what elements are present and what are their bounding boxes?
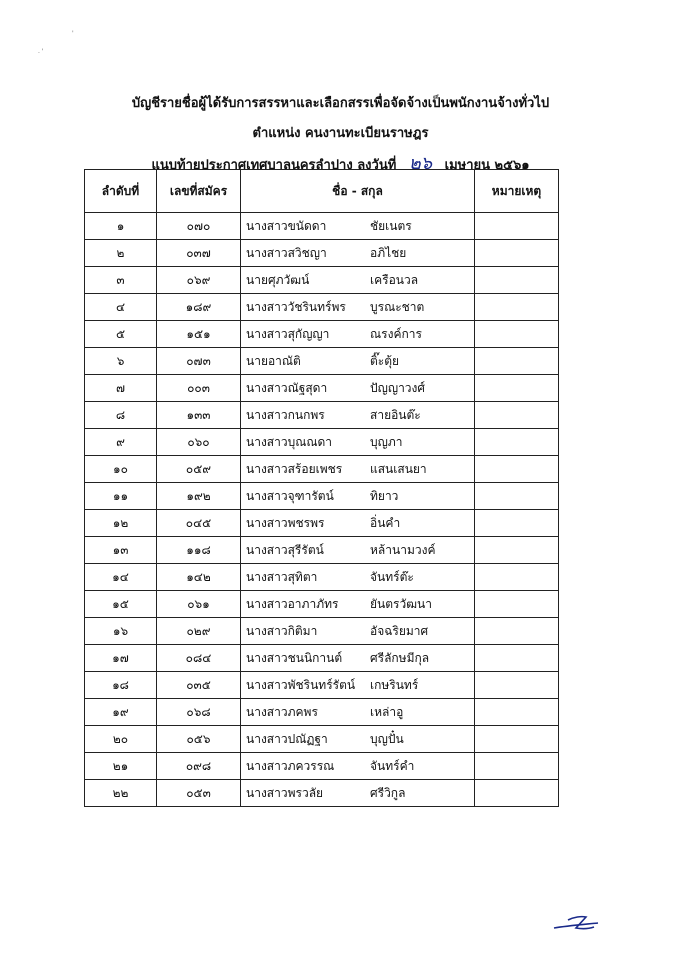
table-body [85,213,559,807]
last-name: บุญภา [370,434,403,449]
first-name: นางสาวปณัฏฐา [246,731,328,746]
first-name: นางสาวชนนิกานต์ [246,650,343,665]
cell-seq: ๒๐ [85,726,157,753]
cell-seq: ๙ [85,429,157,456]
cell-seq: ๑๘ [85,672,157,699]
cell-remark [475,456,559,483]
cell-name [241,618,475,645]
first-name: นางสาวภควรรณ [246,758,335,773]
cell-name [241,591,475,618]
cell-name [241,537,475,564]
first-name: นางสาวขนัดดา [246,218,327,233]
table-row [85,213,559,240]
first-name: นางสาวบุณณดา [246,434,333,449]
cell-name [241,726,475,753]
cell-remark [475,240,559,267]
first-name: นางสาววัชรินทร์พร [246,299,346,314]
table-row [85,348,559,375]
cell-seq: ๑๗ [85,645,157,672]
first-name: นางสาวจุฑารัตน์ [246,488,334,503]
cell-seq: ๘ [85,402,157,429]
cell-remark [475,294,559,321]
candidate-table [84,169,559,807]
last-name: ศรีวิกูล [370,785,406,800]
header-application-no: เลขที่สมัคร [157,170,241,213]
cell-seq: ๕ [85,321,157,348]
cell-name [241,510,475,537]
cell-application-no: ๐๕๙ [157,456,241,483]
last-name: บุญปั๋น [370,731,404,746]
cell-remark [475,618,559,645]
annex-prefix: แนบท้ายประกาศเทศบาลนครลำปาง ลงวันที่ [151,158,397,173]
cell-application-no: ๑๙๒ [157,483,241,510]
first-name: นางสาวพัชรินทร์รัตน์ [246,677,356,692]
first-name: นางสาวสวิชญา [246,245,327,260]
scan-speck: ' [72,30,74,37]
last-name: เครือนวล [370,272,419,287]
last-name: อิ่นคำ [370,515,401,530]
last-name: เกษรินทร์ [370,677,419,692]
cell-remark [475,699,559,726]
cell-name [241,672,475,699]
table-row [85,456,559,483]
signature-mark-icon [548,908,608,938]
first-name: นางสาวกนกพร [246,407,325,422]
table-row [85,321,559,348]
last-name: บูรณะชาต [370,299,425,314]
table-row [85,726,559,753]
table-row [85,294,559,321]
cell-seq: ๒๑ [85,753,157,780]
table-row [85,510,559,537]
header-name: ชื่อ - สกุล [241,170,475,213]
cell-remark [475,402,559,429]
first-name: นางสาวพชรพร [246,515,325,530]
table-row [85,672,559,699]
cell-remark [475,267,559,294]
cell-remark [475,564,559,591]
cell-seq: ๑๔ [85,564,157,591]
cell-application-no: ๐๖๑ [157,591,241,618]
cell-application-no: ๐๓๕ [157,672,241,699]
cell-seq: ๒ [85,240,157,267]
cell-name [241,456,475,483]
cell-name [241,294,475,321]
last-name: หล้านามวงค์ [370,542,436,557]
table-row [85,240,559,267]
cell-application-no: ๑๔๒ [157,564,241,591]
cell-application-no: ๐๔๕ [157,510,241,537]
cell-application-no: ๑๓๓ [157,402,241,429]
cell-application-no: ๐๐๓ [157,375,241,402]
cell-application-no: ๐๓๗ [157,240,241,267]
scan-speck: . ' [38,48,44,55]
table-row [85,645,559,672]
table-row [85,375,559,402]
last-name: ณรงค์การ [370,326,422,341]
table-row [85,618,559,645]
cell-remark [475,348,559,375]
cell-name [241,213,475,240]
position-title: ตำแหน่ง คนงานทะเบียนราษฎร [252,126,429,141]
cell-application-no: ๐๘๔ [157,645,241,672]
table-row [85,267,559,294]
first-name: นางสาวสร้อยเพชร [246,461,343,476]
cell-seq: ๑ [85,213,157,240]
cell-remark [475,510,559,537]
last-name: อัจฉริยมาศ [370,623,429,638]
cell-application-no: ๑๘๙ [157,294,241,321]
cell-seq: ๑๒ [85,510,157,537]
first-name: นางสาวภคพร [246,704,318,719]
cell-seq: ๔ [85,294,157,321]
cell-seq: ๒๒ [85,780,157,807]
cell-name [241,483,475,510]
table-row [85,699,559,726]
first-name: นางสาวอาภาภัทร [246,596,339,611]
cell-application-no: ๐๕๓ [157,780,241,807]
cell-name [241,699,475,726]
cell-seq: ๑๐ [85,456,157,483]
last-name: ศรีลักษมีกุล [370,650,430,665]
cell-application-no: ๐๒๙ [157,618,241,645]
cell-seq: ๑๕ [85,591,157,618]
cell-name [241,564,475,591]
table-row [85,564,559,591]
first-name: นายศุภวัฒน์ [246,272,310,287]
annex-day-handwritten: ๒๖ [408,153,433,174]
table-header-row [85,170,559,213]
cell-name [241,753,475,780]
cell-name [241,429,475,456]
cell-application-no: ๐๗๓ [157,348,241,375]
cell-application-no: ๐๖๐ [157,429,241,456]
document-title: บัญชีรายชื่อผู้ได้รับการสรรหาและเลือกสรรเพื่อจัดจ้างเป็นพนักงานจ้างทั่วไป [131,96,550,111]
last-name: สายอินต๊ะ [370,407,421,422]
cell-remark [475,429,559,456]
annex-month-year: เมษายน ๒๕๖๑ [444,158,530,173]
cell-name [241,348,475,375]
cell-seq: ๑๑ [85,483,157,510]
cell-name [241,375,475,402]
cell-remark [475,726,559,753]
first-name: นางสาวสุทิตา [246,569,318,584]
cell-remark [475,537,559,564]
table-row [85,537,559,564]
cell-seq: ๓ [85,267,157,294]
cell-remark [475,753,559,780]
first-name: นายอาณัติ [246,353,301,368]
table-row [85,429,559,456]
cell-remark [475,780,559,807]
cell-application-no: ๐๕๖ [157,726,241,753]
cell-name [241,267,475,294]
table-row [85,591,559,618]
header-seq: ลำดับที่ [85,170,157,213]
table-row [85,483,559,510]
cell-seq: ๑๖ [85,618,157,645]
cell-seq: ๑๓ [85,537,157,564]
cell-seq: ๑๙ [85,699,157,726]
cell-application-no: ๐๗๐ [157,213,241,240]
cell-remark [475,375,559,402]
cell-application-no: ๐๖๘ [157,699,241,726]
cell-seq: ๗ [85,375,157,402]
last-name: จันทร์คำ [370,758,415,773]
cell-remark [475,672,559,699]
first-name: นางสาวสุรีรัตน์ [246,542,324,557]
cell-name [241,780,475,807]
cell-seq: ๖ [85,348,157,375]
table-row [85,780,559,807]
first-name: นางสาวพรวลัย [246,785,324,800]
last-name: จันทร์ต๊ะ [370,569,414,584]
first-name: นางสาวกิติมา [246,623,318,638]
last-name: ติ๊ะตุ้ย [370,353,400,368]
cell-remark [475,213,559,240]
cell-remark [475,483,559,510]
table-row [85,402,559,429]
last-name: แสนเสนยา [370,461,427,476]
cell-application-no: ๑๑๘ [157,537,241,564]
cell-remark [475,645,559,672]
last-name: เหล่าอู [370,704,404,719]
cell-name [241,240,475,267]
cell-application-no: ๐๖๙ [157,267,241,294]
first-name: นางสาวสุกัญญา [246,326,330,341]
table-row [85,753,559,780]
cell-name [241,402,475,429]
cell-application-no: ๑๕๑ [157,321,241,348]
cell-name [241,321,475,348]
last-name: ปัญญาวงศ์ [370,380,426,395]
last-name: ชัยเนตร [370,218,412,233]
last-name: ทิยาว [370,488,399,503]
last-name: อภิไชย [370,245,407,260]
cell-application-no: ๐๙๘ [157,753,241,780]
cell-name [241,645,475,672]
cell-remark [475,591,559,618]
header-remark: หมายเหตุ [475,170,559,213]
last-name: ยันตรวัฒนา [370,596,432,611]
cell-remark [475,321,559,348]
first-name: นางสาวณัฐสุดา [246,380,328,395]
